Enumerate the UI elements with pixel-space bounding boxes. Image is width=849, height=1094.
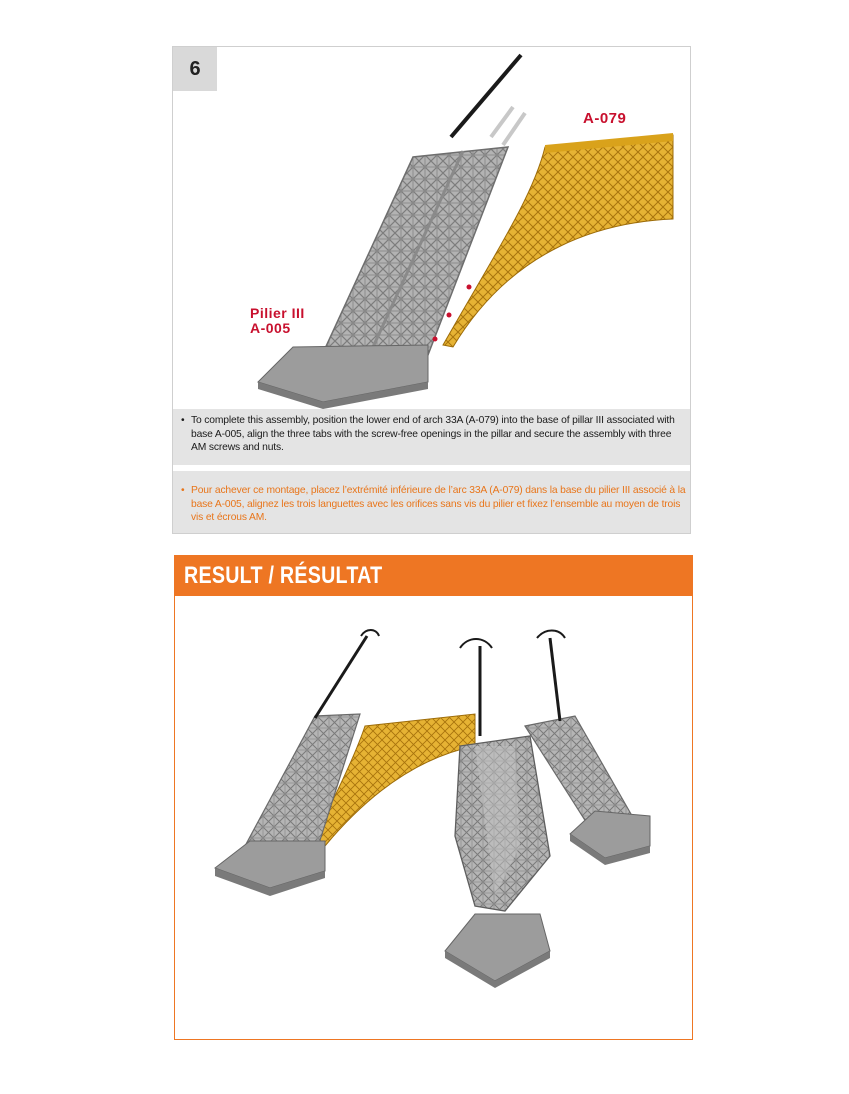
instruction-en-text: To complete this assembly, position the lower end of arch 33A (A-079) into the base of pillar III associated with base A-005, align the three tabs with the screw-free openings in the pillar and secure the assembly with three AM screws and nuts. [191,415,675,453]
result-title: RESULT / RÉSULTAT [184,562,383,589]
result-panel [174,555,693,1040]
bullet: • [181,485,185,496]
bullet: • [181,415,185,426]
pillar-label-line1: Pilier III [250,305,305,321]
arch-part-label: A-079 [583,110,627,127]
result-header [175,556,692,596]
step-panel [172,46,691,534]
instruction-fr-text: Pour achever ce montage, placez l’extrémité inférieure de l’arc 33A (A-079) dans la base du pilier III associé à la base A-005, alignez les trois languettes avec les orifices sans vis du pilier et fixez l’ensemble au moyen de trois vis et écrous AM. [191,485,686,523]
instruction-fr [181,484,686,525]
tower-base-result-illustration [175,596,691,1036]
instruction-en [181,414,686,455]
step-number: 6 [173,47,217,91]
pillar-label-line2: A-005 [250,320,291,336]
pillar-arch-assembly-illustration [173,47,690,409]
